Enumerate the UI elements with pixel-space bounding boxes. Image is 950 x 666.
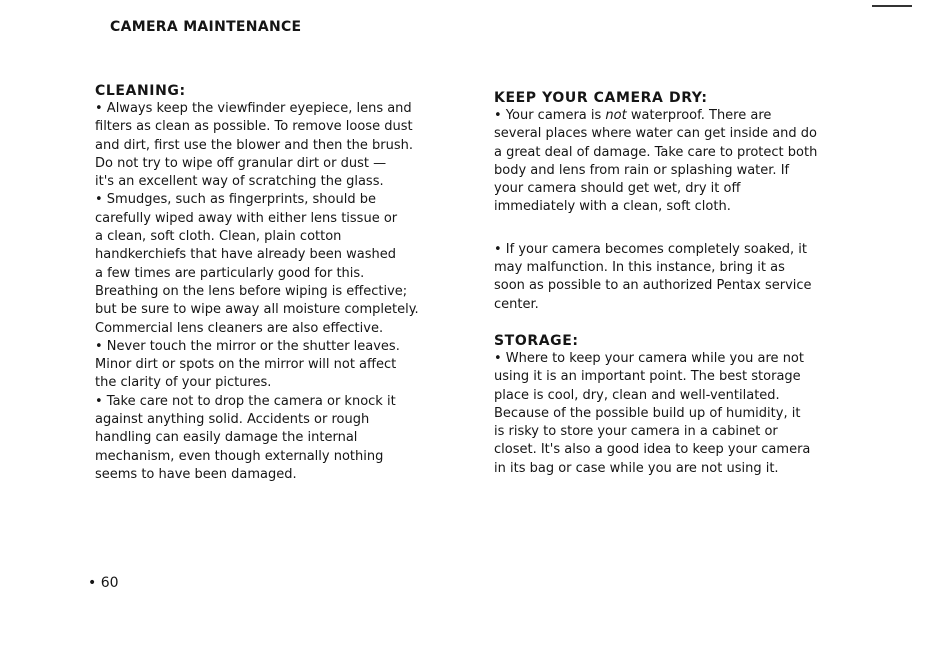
page-number: • 60 <box>88 575 119 591</box>
keep-dry-paragraph-1: • Your camera is not waterproof. There are several places where water can get inside and do a great deal of damage. Take care to protect both body and lens from rain or splashing water. If your camera should get wet, dry it off immediately with a clean, soft cloth. <box>494 108 818 215</box>
keep-dry-paragraph-2: • If your camera becomes completely soaked, it may malfunction. In this instance, bring it as soon as possible to an authorized Pentax service center. <box>494 241 812 312</box>
cleaning-paragraph-3: • Never touch the mirror or the shutter leaves. Minor dirt or spots on the mirror will not affect the clarity of your pictures. <box>95 338 400 391</box>
right-column <box>494 89 859 478</box>
left-column <box>95 82 465 484</box>
cleaning-paragraph-1: • Always keep the viewfinder eyepiece, lens and filters as clean as possible. To remove loose dust and dirt, first use the blower and then the brush. Do not try to wipe off granular dirt or dust — it's an excellent way of scratching the glass. <box>95 101 413 190</box>
cleaning-title: CLEANING: <box>95 83 186 99</box>
cleaning-paragraph-4: • Take care not to drop the camera or knock it against anything solid. Accidents or rough handling can easily damage the internal mechanism, even though externally nothing seems to have been damaged. <box>95 393 396 482</box>
emphasis-not: not <box>605 108 627 123</box>
cleaning-paragraph-2: • Smudges, such as fingerprints, should be carefully wiped away with either lens tissue or a clean, soft cloth. Clean, plain cotton handkerchiefs that have already been washed a few times are particularly good for this. Breathing on the lens before wiping is effective; but be sure to wipe away all moisture completely. Commercial lens cleaners are also effective. <box>95 192 419 336</box>
storage-title: STORAGE: <box>494 332 579 349</box>
storage-paragraph: • Where to keep your camera while you are not using it is an important point. The best storage place is cool, dry, clean and well-ventilated. Because of the possible build up of humidity, it is risky to store your camera in a cabinet or closet. It's also a good idea to keep your camera in its bag or case while you are not using it. <box>494 350 811 476</box>
top-rule <box>872 5 912 7</box>
keep-dry-title: KEEP YOUR CAMERA DRY: <box>494 90 708 106</box>
cleaning-paragraphs <box>95 100 465 484</box>
page-header: CAMERA MAINTENANCE <box>110 19 302 35</box>
